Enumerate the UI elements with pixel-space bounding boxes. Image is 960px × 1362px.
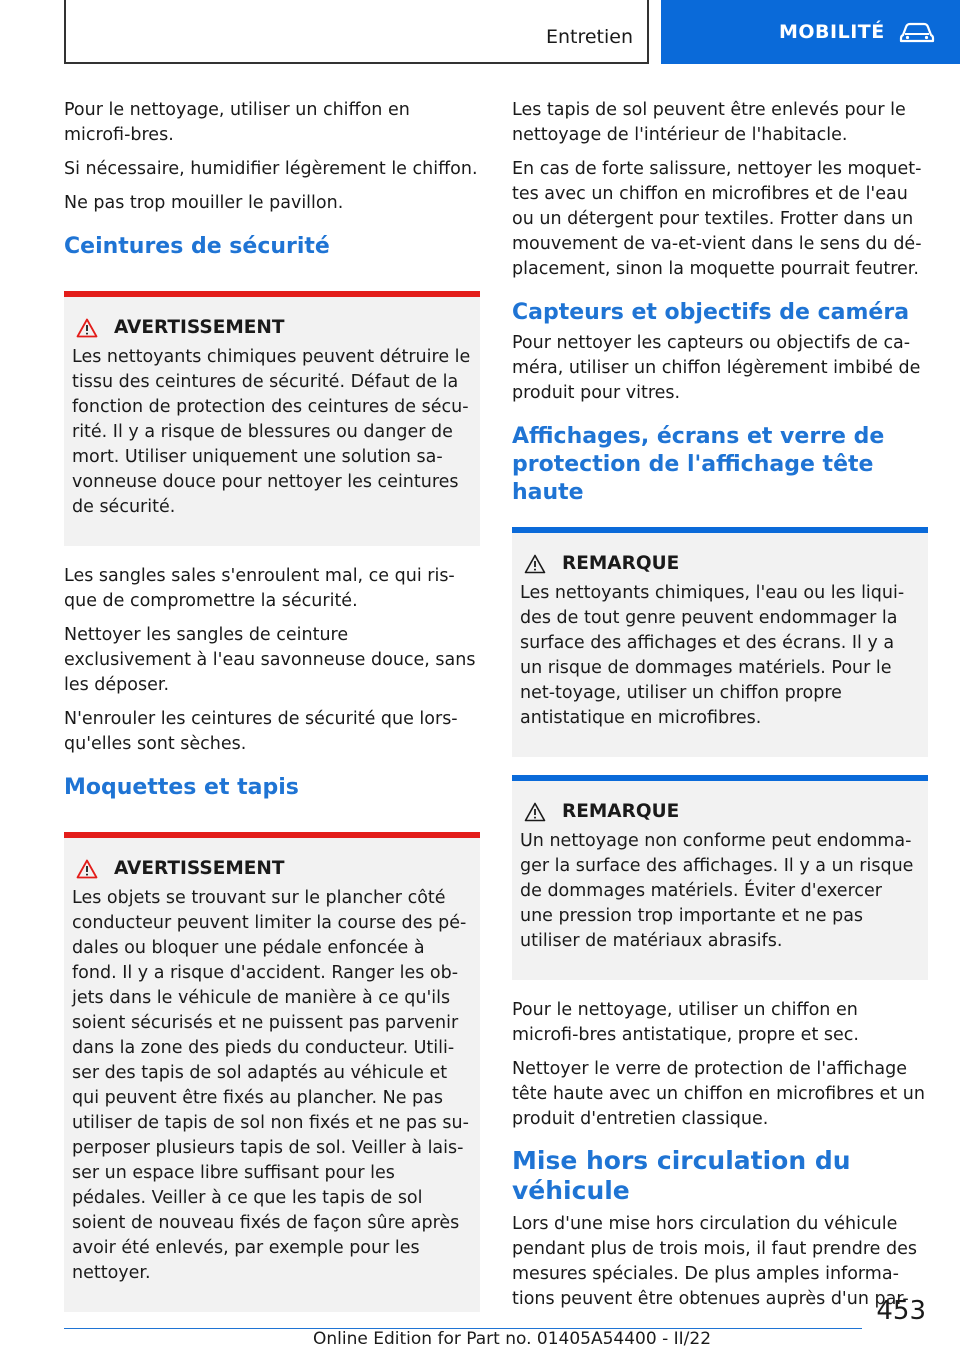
car-icon [899,21,935,43]
warning-box-belts [64,291,480,546]
warning-triangle-icon [524,802,546,822]
note-box-pressure [512,775,928,980]
warning-label: AVERTISSEMENT [114,858,285,879]
paragraph: Pour nettoyer les capteurs ou objectifs de ca-méra, utiliser un chiffon légèrement imbibé de produit pour vitres. [512,333,921,403]
section-title: Entretien [545,26,633,48]
header-chapter-tab [661,0,960,64]
warning-triangle-icon [524,554,546,574]
paragraph: En cas de forte salissure, nettoyer les moquet-tes avec un chiffon en microfibres et de l'eau ou un détergent pour textiles. Frotter dans un mouvement de va-et-vient dans le sens du dé-placement, sinon la moquette pourrait feutrer. [512,159,922,279]
paragraph: Nettoyer le verre de protection de l'affichage tête haute avec un chiffon en microfibres et un produit d'entretien classique. [512,1059,925,1129]
warning-box-carpets [64,832,480,1312]
left-column [64,98,480,1330]
warning-label: AVERTISSEMENT [114,317,285,338]
heading-storage: Mise hors circulation du véhicule [512,1146,851,1205]
header-section-tab [64,0,649,64]
heading-carpets: Moquettes et tapis [64,775,299,800]
note-label: REMARQUE [562,801,680,822]
warning-triangle-icon [76,859,98,879]
warning-text: Les nettoyants chimiques peuvent détruire le tissu des ceintures de sécurité. Défaut de la fonction de protection des ceintures de sécu-rité. Il y a risque de blessures ou danger de mort. Utiliser uniquement une solution sa-vonneuse douce pour nettoyer les ceintures de sécurité. [72,347,471,517]
heading-sensors: Capteurs et objectifs de caméra [512,300,910,325]
heading-displays: Affichages, écrans et verre de protection de l'affichage tête haute [512,424,885,505]
note-title [520,801,920,822]
note-title [520,553,920,574]
page-number: 453 [876,1296,926,1326]
paragraph: Si nécessaire, humidifier légèrement le chiffon. [64,159,478,179]
note-text: Les nettoyants chimiques, l'eau ou les liqui-des de tout genre peuvent endommager la surface des affichages et des écrans. Il y a un risque de dommages matériels. Pour le net-toyage, utiliser un chiffon propre antistatique en microfibres. [520,583,905,728]
warning-triangle-icon [76,318,98,338]
paragraph: Pour le nettoyage, utiliser un chiffon en microfi-bres antistatique, propre et sec. [512,1000,859,1045]
right-column [512,98,928,1321]
note-box-displays [512,527,928,757]
paragraph: Pour le nettoyage, utiliser un chiffon en microfi-bres. [64,100,410,145]
warning-title [72,317,472,338]
paragraph: Les sangles sales s'enroulent mal, ce qui ris-que de compromettre la sécurité. [64,566,455,611]
paragraph: Ne pas trop mouiller le pavillon. [64,193,344,213]
paragraph: N'enrouler les ceintures de sécurité que lors-qu'elles sont sèches. [64,709,458,754]
warning-text: Les objets se trouvant sur le plancher côté conducteur peuvent limiter la course des pé-dales ou bloquer une pédale enfoncée à fond. Il y a risque d'accident. Ranger les ob-jets dans le véhicule de manière à ce qu'ils soient sécurisés et ne puissent pas parvenir dans la zone des pieds du conducteur. Utili-ser des tapis de sol adaptés au véhicule et qui peuvent être fixés au plancher. Ne pas utiliser de tapis de sol non fixés et ne pas su-perposer plusieurs tapis de sol. Veiller à lais-ser un espace libre suffisant pour les pédales. Veiller à ce que les tapis de sol soient de nouveau fixés de façon sûre après avoir été enlevés, par exemple pour les nettoyer. [72,888,469,1283]
chapter-title: MOBILITÉ [779,21,885,43]
paragraph: Les tapis de sol peuvent être enlevés pour le nettoyage de l'intérieur de l'habitacle. [512,100,906,145]
note-text: Un nettoyage non conforme peut endomma-ger la surface des affichages. Il y a un risque de dommages matériels. Éviter d'exercer une pression trop importante et ne pas utiliser de matériaux abrasifs. [520,831,914,951]
edition-label: Online Edition for Part no. 01405A54400 - II/22 [313,1329,712,1349]
warning-title [72,858,472,879]
note-label: REMARQUE [562,553,680,574]
heading-seat-belts: Ceintures de sécurité [64,234,330,259]
paragraph: Nettoyer les sangles de ceinture exclusivement à l'eau savonneuse douce, sans les déposer. [64,625,476,695]
paragraph: Lors d'une mise hors circulation du véhicule pendant plus de trois mois, il faut prendre des mesures spéciales. De plus amples informa-tions peuvent être obtenues auprès d'un par- [512,1214,917,1309]
